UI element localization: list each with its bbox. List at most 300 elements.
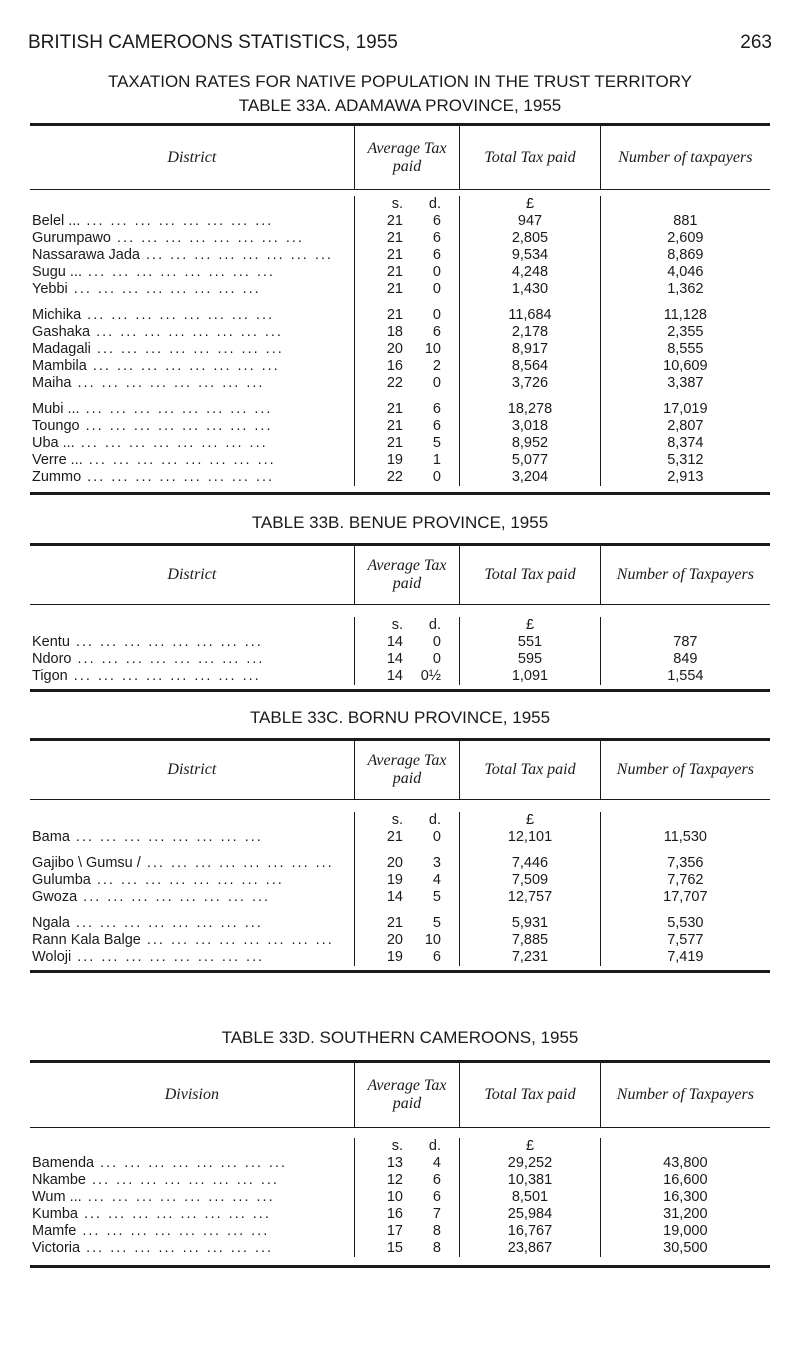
pence-value: 0 — [432, 634, 441, 650]
taxpayers-column — [600, 617, 770, 685]
pence-value: 7 — [432, 1206, 441, 1222]
district-header: District — [167, 566, 217, 583]
district-name — [30, 1240, 354, 1257]
district-label: Mubi ... — [32, 401, 80, 417]
total-tax-cell: 8,952 — [511, 435, 549, 451]
district-label: Gurumpawo — [32, 230, 111, 246]
avg-tax-header: Average Tax paid — [354, 1063, 460, 1127]
leader-dots: ... ... ... ... ... ... ... ... — [69, 634, 263, 650]
division-column — [30, 1138, 354, 1257]
table-body — [30, 1128, 770, 1265]
shillings-value: 21 — [386, 829, 403, 845]
total-tax-column — [459, 1138, 599, 1257]
shillings-value: 22 — [386, 375, 403, 391]
district-name — [30, 949, 354, 966]
row-group-gap — [355, 392, 460, 401]
unit-shillings: s. — [391, 812, 403, 828]
table-33c-title: TABLE 33C. BORNU PROVINCE, 1955 — [249, 708, 551, 727]
row-group-gap — [601, 392, 770, 401]
shillings-value: 15 — [386, 1240, 403, 1256]
avg-tax-cell — [355, 855, 460, 872]
taxpayers-column — [600, 196, 770, 486]
shillings-value: 21 — [386, 435, 403, 451]
avg-tax-cell — [355, 872, 460, 889]
district-label: Ngala — [32, 915, 70, 931]
avg-tax-cell — [355, 949, 460, 966]
taxpayers-cell: 16,600 — [663, 1172, 708, 1188]
total-tax-cell: 3,726 — [511, 375, 549, 391]
avg-tax-cell — [355, 651, 460, 668]
table-body — [30, 800, 770, 970]
leader-dots: ... ... ... ... ... ... ... ... — [69, 829, 263, 845]
leader-dots: ... ... ... ... ... ... ... ... — [67, 281, 261, 297]
taxpayers-cell: 1,362 — [667, 281, 704, 297]
shillings-value: 21 — [386, 230, 403, 246]
row-group-gap — [601, 906, 770, 915]
district-label: Mambila — [32, 358, 87, 374]
unit-row — [355, 617, 460, 634]
table-33a-title: TABLE 33A. ADAMAWA PROVINCE, 1955 — [238, 96, 562, 115]
leader-dots: ... ... ... ... ... ... ... ... — [79, 418, 273, 434]
avg-tax-cell — [355, 358, 460, 375]
page-title — [0, 70, 800, 118]
taxpayers-cell: 8,374 — [667, 435, 704, 451]
table-header — [30, 546, 770, 605]
row-group-gap — [601, 298, 770, 307]
shillings-value: 17 — [386, 1223, 403, 1239]
pence-value: 6 — [432, 949, 441, 965]
district-name — [30, 889, 354, 906]
district-name — [30, 634, 354, 651]
district-name — [30, 375, 354, 392]
row-group-gap — [355, 906, 460, 915]
taxpayers-cell: 31,200 — [663, 1206, 708, 1222]
pence-value: 6 — [432, 401, 441, 417]
shillings-value: 22 — [386, 469, 403, 485]
leader-dots: ... ... ... ... ... ... ... ... — [69, 915, 263, 931]
shillings-value: 10 — [386, 1189, 403, 1205]
shillings-value: 21 — [386, 418, 403, 434]
row-group-gap — [460, 392, 599, 401]
avg-tax-cell — [355, 915, 460, 932]
shillings-value: 20 — [386, 932, 403, 948]
taxpayers-cell: 881 — [673, 213, 698, 229]
pence-value: 6 — [432, 324, 441, 340]
table-header — [30, 1063, 770, 1128]
total-tax-cell: 29,252 — [507, 1155, 553, 1171]
total-tax-cell: 8,917 — [511, 341, 549, 357]
avg-tax-cell — [355, 889, 460, 906]
pence-value: 8 — [432, 1223, 441, 1239]
avg-tax-cell — [355, 281, 460, 298]
total-tax-cell: 1,091 — [511, 668, 549, 684]
shillings-value: 16 — [386, 1206, 403, 1222]
shillings-value: 21 — [386, 307, 403, 323]
shillings-value: 19 — [386, 452, 403, 468]
table-33b-title: TABLE 33B. BENUE PROVINCE, 1955 — [251, 513, 549, 532]
district-label: Michika — [32, 307, 82, 323]
district-column — [30, 617, 354, 685]
page-header — [28, 32, 772, 54]
unit-pound: £ — [525, 196, 535, 212]
total-tax-cell: 25,984 — [507, 1206, 553, 1222]
district-label: Wum ... — [32, 1189, 82, 1205]
district-name — [30, 829, 354, 846]
row-group-gap — [355, 298, 460, 307]
taxpayers-cell: 43,800 — [663, 1155, 708, 1171]
avg-tax-cell — [355, 1155, 460, 1172]
district-name — [30, 307, 354, 324]
row-group-gap — [601, 846, 770, 855]
pence-value: 0 — [432, 264, 441, 280]
avg-tax-cell — [355, 375, 460, 392]
district-name — [30, 281, 354, 298]
total-tax-header: Total Tax paid — [459, 546, 599, 604]
district-name — [30, 1172, 354, 1189]
district-label: Rann Kala Balge — [32, 932, 141, 948]
pence-value: 2 — [432, 358, 441, 374]
taxpayers-cell: 7,356 — [667, 855, 704, 871]
total-tax-cell: 12,101 — [507, 829, 553, 845]
pence-value: 0 — [432, 307, 441, 323]
district-label: Bama — [32, 829, 70, 845]
total-tax-cell: 16,767 — [507, 1223, 553, 1239]
taxpayers-cell: 16,300 — [663, 1189, 708, 1205]
district-label: Gashaka — [32, 324, 91, 340]
taxpayers-cell: 1,554 — [667, 668, 704, 684]
district-name — [30, 213, 354, 230]
shillings-value: 14 — [386, 889, 403, 905]
avg-tax-cell — [355, 829, 460, 846]
leader-dots: ... ... ... ... ... ... ... ... — [76, 1223, 270, 1239]
total-tax-cell: 11,684 — [508, 307, 552, 323]
taxpayers-header: Number of Taxpayers — [600, 546, 770, 604]
total-tax-column — [459, 617, 599, 685]
pence-value: 3 — [432, 855, 441, 871]
taxpayers-cell: 8,869 — [667, 247, 704, 263]
pence-value: 6 — [432, 213, 441, 229]
district-name — [30, 1206, 354, 1223]
district-label: Verre ... — [32, 452, 83, 468]
total-tax-cell: 3,018 — [511, 418, 549, 434]
district-name — [30, 418, 354, 435]
table-header — [30, 741, 770, 800]
taxpayers-cell: 7,419 — [667, 949, 704, 965]
pence-value: 0 — [432, 281, 441, 297]
avg-tax-cell — [355, 634, 460, 651]
avg-tax-column — [354, 196, 460, 486]
pence-value: 1 — [432, 452, 441, 468]
district-label: Gwoza — [32, 889, 78, 905]
district-name — [30, 452, 354, 469]
avg-tax-cell — [355, 230, 460, 247]
taxpayers-cell: 30,500 — [663, 1240, 708, 1256]
leader-dots: ... ... ... ... ... ... ... ... — [71, 375, 265, 391]
leader-dots: ... ... ... ... ... ... ... ... — [81, 469, 275, 485]
leader-dots: ... ... ... ... ... ... ... ... — [81, 1189, 275, 1205]
row-group-gap — [30, 298, 354, 307]
district-label: Nkambe — [32, 1172, 86, 1188]
page-title-line1: TAXATION RATES FOR NATIVE POPULATION IN THE TRUST TERRITORY — [107, 72, 693, 91]
total-tax-column — [459, 812, 599, 966]
taxpayers-column — [600, 812, 770, 966]
district-column — [30, 812, 354, 966]
district-name — [30, 230, 354, 247]
district-name — [30, 324, 354, 341]
avg-tax-cell — [355, 1189, 460, 1206]
district-name — [30, 1155, 354, 1172]
pence-value: 6 — [432, 230, 441, 246]
row-group-gap — [30, 846, 354, 855]
taxpayers-column — [600, 1138, 770, 1257]
total-tax-cell: 12,757 — [507, 889, 553, 905]
unit-pound: £ — [525, 1138, 535, 1154]
district-column — [30, 196, 354, 486]
leader-dots: ... ... ... ... ... ... ... ... — [140, 855, 334, 871]
taxpayers-cell: 17,019 — [663, 401, 708, 417]
unit-pound: £ — [525, 812, 535, 828]
shillings-value: 12 — [386, 1172, 403, 1188]
avg-tax-cell — [355, 1206, 460, 1223]
avg-tax-cell — [355, 668, 460, 685]
pence-value: 0½ — [420, 668, 441, 684]
district-label: Sugu ... — [32, 264, 82, 280]
pence-value: 10 — [424, 932, 441, 948]
unit-pence: d. — [428, 1138, 441, 1154]
taxpayers-cell: 7,577 — [667, 932, 704, 948]
taxpayers-cell: 5,530 — [667, 915, 704, 931]
row-group-gap — [355, 846, 460, 855]
pence-value: 0 — [432, 651, 441, 667]
table-body — [30, 605, 770, 689]
shillings-value: 14 — [386, 668, 403, 684]
row-group-gap — [30, 392, 354, 401]
avg-tax-column — [354, 617, 460, 685]
total-tax-column — [459, 196, 599, 486]
total-tax-cell: 18,278 — [507, 401, 553, 417]
district-name — [30, 932, 354, 949]
district-name — [30, 469, 354, 486]
leader-dots: ... ... ... ... ... ... ... ... — [74, 435, 268, 451]
taxpayers-cell: 787 — [673, 634, 698, 650]
leader-dots: ... ... ... ... ... ... ... ... — [80, 213, 274, 229]
avg-tax-column — [354, 1138, 460, 1257]
avg-tax-cell — [355, 307, 460, 324]
avg-tax-cell — [355, 418, 460, 435]
district-label: Gajibo \ Gumsu / — [32, 855, 141, 871]
table-header — [30, 126, 770, 190]
pence-value: 6 — [432, 1189, 441, 1205]
taxpayers-cell: 2,355 — [667, 324, 704, 340]
row-group-gap — [460, 298, 599, 307]
district-name — [30, 247, 354, 264]
unit-pence: d. — [428, 812, 441, 828]
district-label: Maiha — [32, 375, 72, 391]
taxpayers-cell: 3,387 — [667, 375, 704, 391]
leader-dots: ... ... ... ... ... ... ... ... — [80, 1240, 274, 1256]
district-label: Nassarawa Jada — [32, 247, 140, 263]
pence-value: 6 — [432, 247, 441, 263]
avg-tax-column — [354, 812, 460, 966]
shillings-value: 14 — [386, 634, 403, 650]
row-group-gap — [460, 846, 599, 855]
avg-tax-cell — [355, 452, 460, 469]
shillings-value: 21 — [386, 281, 403, 297]
taxpayers-header: Number of taxpayers — [600, 126, 770, 189]
taxpayers-cell: 2,913 — [667, 469, 704, 485]
district-label: Bamenda — [32, 1155, 95, 1171]
shillings-value: 21 — [386, 264, 403, 280]
unit-shillings: s. — [391, 1138, 403, 1154]
pence-value: 0 — [432, 829, 441, 845]
table-body — [30, 190, 770, 492]
leader-dots: ... ... ... ... ... ... ... ... — [81, 264, 275, 280]
unit-pence: d. — [428, 617, 441, 633]
pence-value: 8 — [432, 1240, 441, 1256]
taxpayers-cell: 849 — [673, 651, 698, 667]
total-tax-cell: 7,509 — [511, 872, 549, 888]
avg-tax-cell — [355, 932, 460, 949]
shillings-value: 13 — [386, 1155, 403, 1171]
district-name — [30, 1223, 354, 1240]
unit-shillings: s. — [391, 617, 403, 633]
avg-tax-cell — [355, 435, 460, 452]
district-label: Belel ... — [32, 213, 81, 229]
district-label: Kumba — [32, 1206, 78, 1222]
district-label: Zummo — [32, 469, 82, 485]
shillings-value: 21 — [386, 247, 403, 263]
leader-dots: ... ... ... ... ... ... ... ... — [86, 1172, 279, 1188]
avg-tax-cell — [355, 469, 460, 486]
leader-dots: ... ... ... ... ... ... ... ... — [86, 358, 280, 374]
leader-dots: ... ... ... ... ... ... ... ... — [71, 949, 265, 965]
pence-value: 4 — [432, 872, 441, 888]
shillings-value: 21 — [386, 915, 403, 931]
shillings-value: 20 — [386, 855, 403, 871]
district-name — [30, 358, 354, 375]
avg-tax-cell — [355, 264, 460, 281]
avg-tax-cell — [355, 1172, 460, 1189]
row-group-gap — [460, 906, 599, 915]
taxpayers-cell: 5,312 — [667, 452, 704, 468]
avg-tax-cell — [355, 324, 460, 341]
district-name — [30, 651, 354, 668]
pence-value: 0 — [432, 375, 441, 391]
district-name — [30, 855, 354, 872]
total-tax-cell: 5,931 — [511, 915, 549, 931]
unit-pound: £ — [525, 617, 535, 633]
total-tax-cell: 3,204 — [511, 469, 549, 485]
district-name — [30, 435, 354, 452]
division-header: Division — [164, 1086, 219, 1103]
total-tax-cell: 4,248 — [511, 264, 549, 280]
avg-tax-header: Average Tax paid — [354, 741, 460, 799]
total-tax-cell: 8,501 — [511, 1189, 549, 1205]
shillings-value: 21 — [386, 401, 403, 417]
district-name — [30, 341, 354, 358]
pence-value: 0 — [432, 469, 441, 485]
taxpayers-cell: 11,128 — [663, 307, 707, 323]
district-label: Kentu — [32, 634, 70, 650]
leader-dots: ... ... ... ... ... ... ... ... — [77, 1206, 271, 1222]
district-label: Toungo — [32, 418, 80, 434]
row-group-gap — [30, 906, 354, 915]
avg-tax-cell — [355, 1240, 460, 1257]
district-label: Woloji — [32, 949, 72, 965]
pence-value: 5 — [432, 915, 441, 931]
unit-row — [355, 196, 460, 213]
district-label: Victoria — [32, 1240, 81, 1256]
table-33d-title: TABLE 33D. SOUTHERN CAMEROONS, 1955 — [221, 1028, 579, 1047]
taxpayers-cell: 2,807 — [667, 418, 704, 434]
total-tax-cell: 5,077 — [511, 452, 549, 468]
table-33a — [30, 123, 770, 495]
district-label: Yebbi — [32, 281, 68, 297]
taxpayers-cell: 10,609 — [663, 358, 708, 374]
district-name — [30, 915, 354, 932]
total-tax-cell: 551 — [517, 634, 543, 650]
district-label: Tigon — [32, 668, 68, 684]
leader-dots: ... ... ... ... ... ... ... ... — [140, 932, 334, 948]
total-tax-cell: 1,430 — [511, 281, 549, 297]
total-tax-cell: 9,534 — [511, 247, 549, 263]
taxpayers-header: Number of Taxpayers — [600, 1063, 770, 1127]
leader-dots: ... ... ... ... ... ... ... ... — [90, 341, 284, 357]
leader-dots: ... ... ... ... ... ... ... ... — [82, 452, 276, 468]
shillings-value: 18 — [386, 324, 403, 340]
total-tax-header: Total Tax paid — [459, 741, 599, 799]
leader-dots: ... ... ... ... ... ... ... ... — [81, 307, 275, 323]
avg-tax-cell — [355, 213, 460, 230]
total-tax-cell: 8,564 — [511, 358, 549, 374]
total-tax-cell: 7,885 — [511, 932, 549, 948]
page-number: 263 — [740, 32, 772, 53]
district-name — [30, 401, 354, 418]
leader-dots: ... ... ... ... ... ... ... ... — [94, 1155, 287, 1171]
avg-tax-cell — [355, 1223, 460, 1240]
total-tax-cell: 595 — [517, 651, 543, 667]
total-tax-header: Total Tax paid — [459, 126, 599, 189]
taxpayers-cell: 7,762 — [667, 872, 704, 888]
unit-pence: d. — [428, 196, 441, 212]
shillings-value: 20 — [386, 341, 403, 357]
pence-value: 6 — [432, 418, 441, 434]
total-tax-cell: 7,231 — [511, 949, 549, 965]
table-33b — [30, 543, 770, 692]
leader-dots: ... ... ... ... ... ... ... ... — [77, 889, 271, 905]
avg-tax-cell — [355, 247, 460, 264]
district-name — [30, 872, 354, 889]
leader-dots: ... ... ... ... ... ... ... ... — [140, 247, 333, 263]
shillings-value: 19 — [386, 949, 403, 965]
district-label: Madagali — [32, 341, 91, 357]
total-tax-cell: 2,178 — [511, 324, 549, 340]
running-title: BRITISH CAMEROONS STATISTICS, 1955 — [28, 32, 398, 53]
taxpayers-cell: 8,555 — [667, 341, 704, 357]
pence-value: 5 — [432, 889, 441, 905]
district-name — [30, 1189, 354, 1206]
district-name — [30, 264, 354, 281]
leader-dots: ... ... ... ... ... ... ... ... — [71, 651, 265, 667]
pence-value: 6 — [432, 1172, 441, 1188]
pence-value: 4 — [432, 1155, 441, 1171]
shillings-value: 16 — [386, 358, 403, 374]
shillings-value: 14 — [386, 651, 403, 667]
taxpayers-header: Number of Taxpayers — [600, 741, 770, 799]
avg-tax-cell — [355, 401, 460, 418]
district-label: Gulumba — [32, 872, 91, 888]
avg-tax-header: Average Tax paid — [354, 126, 460, 189]
